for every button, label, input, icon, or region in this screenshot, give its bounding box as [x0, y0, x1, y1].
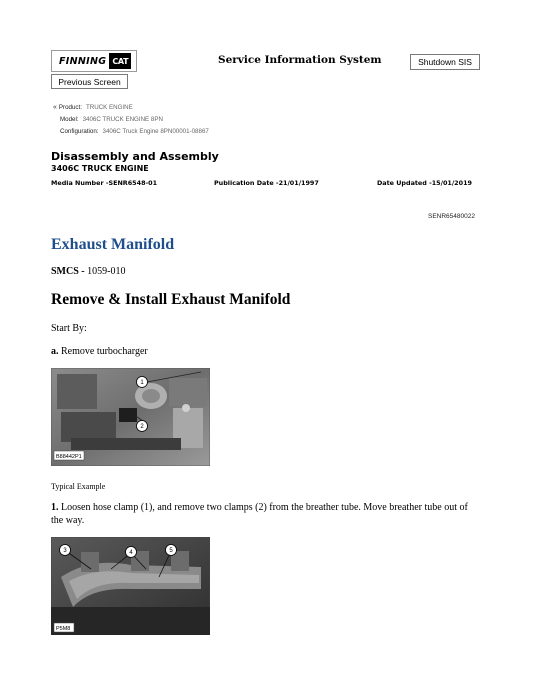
engine-title: 3406C TRUCK ENGINE	[51, 164, 149, 173]
product-label: Product:	[58, 104, 82, 111]
document-id: SENR65480022	[428, 213, 475, 220]
figure1-callout-1-label: 1	[140, 380, 144, 387]
step-a	[51, 346, 148, 357]
smcs-label: SMCS -	[51, 266, 88, 277]
chevron-left-icon[interactable]: «	[53, 104, 57, 111]
step-1	[51, 502, 481, 527]
figure-exhaust-manifold-photo	[51, 537, 210, 635]
figure1-id: B88442P1	[56, 454, 82, 460]
media-number: Media Number -SENR6548-01	[51, 179, 158, 187]
model-row	[60, 116, 163, 123]
step-a-label: a.	[51, 346, 59, 357]
heading-exhaust-manifold: Exhaust Manifold	[51, 236, 175, 253]
figure2-callout-5-label: 5	[169, 548, 173, 555]
smcs-value: 1059-010	[87, 266, 126, 277]
model-value: 3406C TRUCK ENGINE 8PN	[82, 116, 163, 123]
product-value: TRUCK ENGINE	[85, 104, 133, 111]
figure-turbocharger-photo	[51, 368, 210, 466]
figure2-callout-4-label: 4	[129, 550, 133, 557]
step-a-text: Remove turbocharger	[58, 346, 148, 357]
publication-date: Publication Date -21/01/1997	[214, 179, 319, 187]
date-updated: Date Updated -15/01/2019	[377, 179, 472, 187]
figure2-id: P5M8	[56, 626, 71, 632]
model-label: Model:	[60, 116, 79, 123]
figure2-callout-3-label: 3	[63, 548, 67, 555]
smcs-code	[51, 266, 125, 277]
page-title: Service Information System	[218, 54, 382, 66]
figure1-caption: Typical Example	[51, 482, 106, 491]
finning-cat-logo	[51, 50, 137, 72]
previous-screen-button[interactable]: Previous Screen	[51, 74, 128, 89]
start-by: Start By:	[51, 323, 87, 334]
finning-logo-text: FINNING	[59, 55, 107, 67]
section-title: Disassembly and Assembly	[51, 150, 219, 163]
configuration-label: Configuration:	[60, 128, 99, 135]
step-1-label: 1.	[51, 502, 59, 513]
cat-logo-badge: CAT	[109, 53, 131, 69]
step-1-text: Loosen hose clamp (1), and remove two clamps (2) from the breather tube. Move breather tube out of the way.	[51, 502, 468, 526]
figure1-callout-2-label: 2	[140, 424, 144, 431]
configuration-value: 3406C Truck Engine 8PN00001-08867	[102, 128, 209, 135]
shutdown-sis-button[interactable]: Shutdown SIS	[410, 54, 480, 70]
procedure-title: Remove & Install Exhaust Manifold	[51, 291, 291, 308]
configuration-row	[60, 128, 209, 135]
product-row	[53, 104, 133, 111]
